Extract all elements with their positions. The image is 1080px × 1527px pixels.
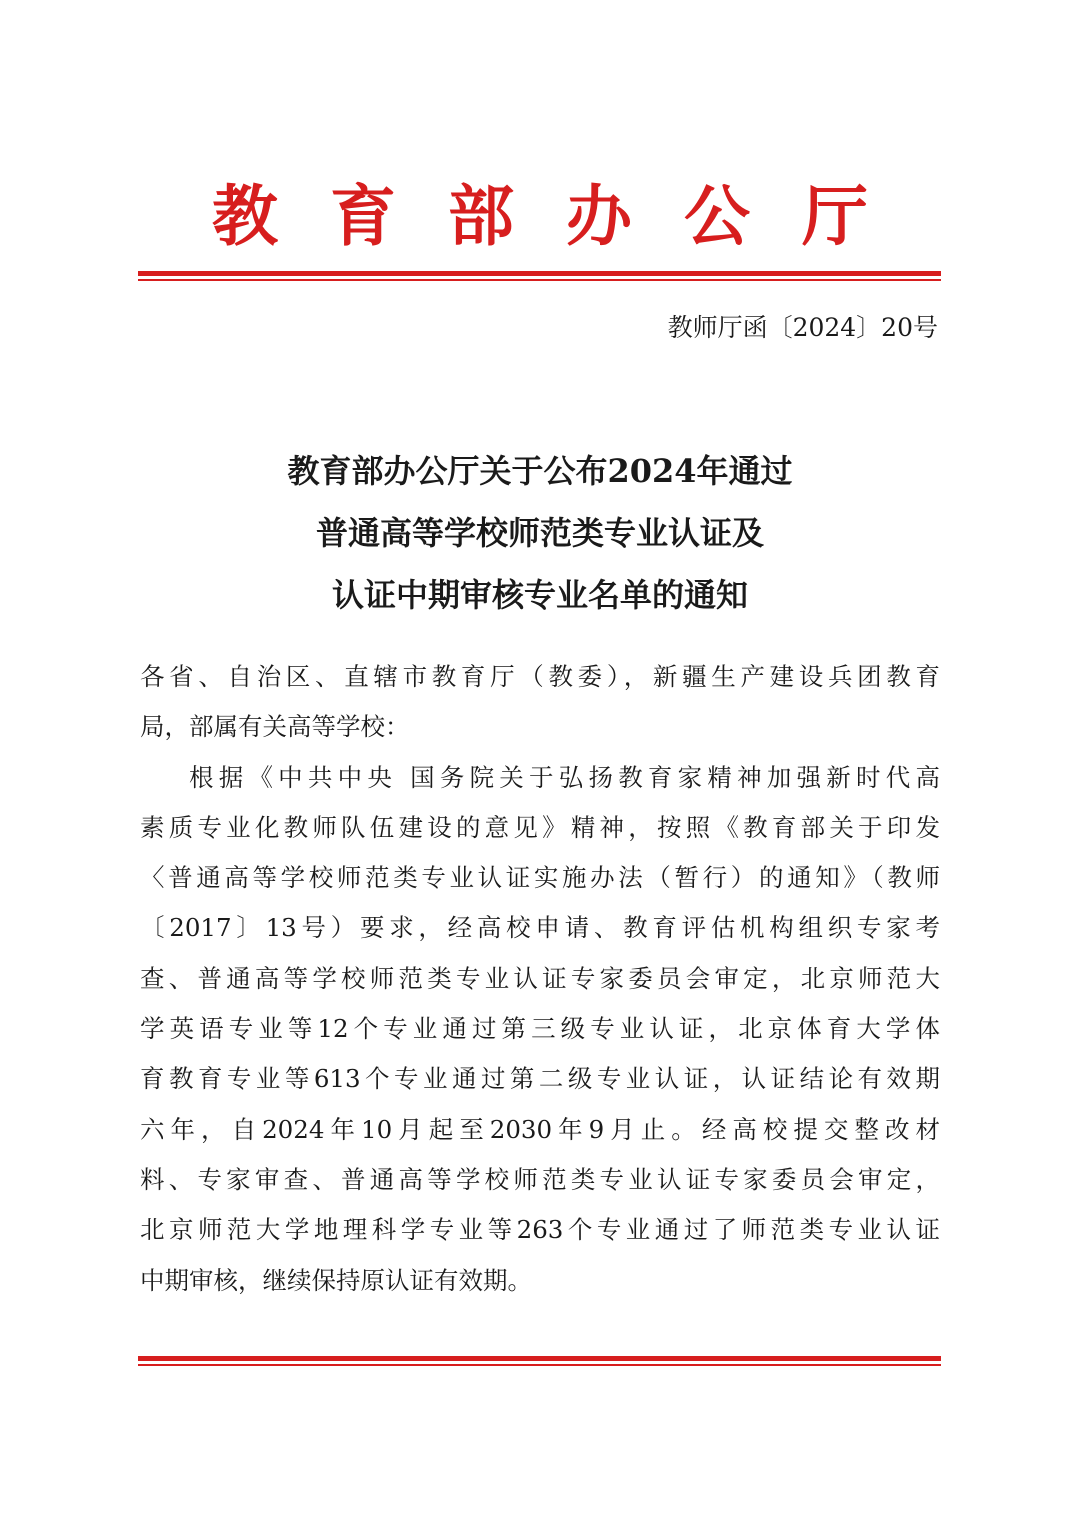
body-line-9: 料、专家审查、普通高等学校师范类专业认证专家委员会审定，: [140, 1164, 940, 1194]
addressee-line-1: 各省、自治区、直辖市教育厅（教委），新疆生产建设兵团教育: [140, 662, 940, 691]
top-red-rule-thin: [138, 279, 941, 281]
body-line-11: 中期审核，继续保持原认证有效期。: [140, 1265, 532, 1295]
body-line-1: 根据《中共中央 国务院关于弘扬教育家精神加强新时代高: [189, 762, 940, 792]
document-number: 教师厅函〔2024〕20号: [667, 313, 938, 342]
notice-body: [140, 652, 940, 1306]
masthead-title: 教育部办公厅: [212, 177, 920, 255]
masthead: [0, 178, 1080, 254]
notice-title: [140, 440, 940, 626]
body-line-2: 素质专业化教师队伍建设的意见》精神，按照《教育部关于印发: [140, 812, 940, 842]
body-line-4: 〔2017〕13号）要求，经高校申请、教育评估机构组织专家考: [140, 913, 940, 943]
bottom-red-rule-thick: [138, 1356, 941, 1361]
title-line-3: 认证中期审核专业名单的通知: [331, 576, 748, 614]
body-line-8: 六年，自2024年10月起至2030年9月止。经高校提交整改材: [140, 1114, 940, 1144]
body-line-3: 〈普通高等学校师范类专业认证实施办法（暂行）的通知》（教师: [140, 863, 940, 893]
title-line-1: 教育部办公厅关于公布2024年通过: [287, 452, 793, 490]
top-red-rule-thick: [138, 271, 941, 276]
addressee-line-2: 局，部属有关高等学校：: [140, 712, 410, 742]
title-line-2: 普通高等学校师范类专业认证及: [315, 514, 764, 552]
body-line-7: 育教育专业等613个专业通过第二级专业认证，认证结论有效期: [140, 1064, 940, 1094]
body-line-10: 北京师范大学地理科学专业等263个专业通过了师范类专业认证: [140, 1215, 940, 1245]
bottom-red-rule-thin: [138, 1364, 941, 1366]
body-line-6: 学英语专业等12个专业通过第三级专业认证，北京体育大学体: [140, 1014, 940, 1044]
body-line-5: 查、普通高等学校师范类专业认证专家委员会审定，北京师范大: [140, 963, 940, 993]
